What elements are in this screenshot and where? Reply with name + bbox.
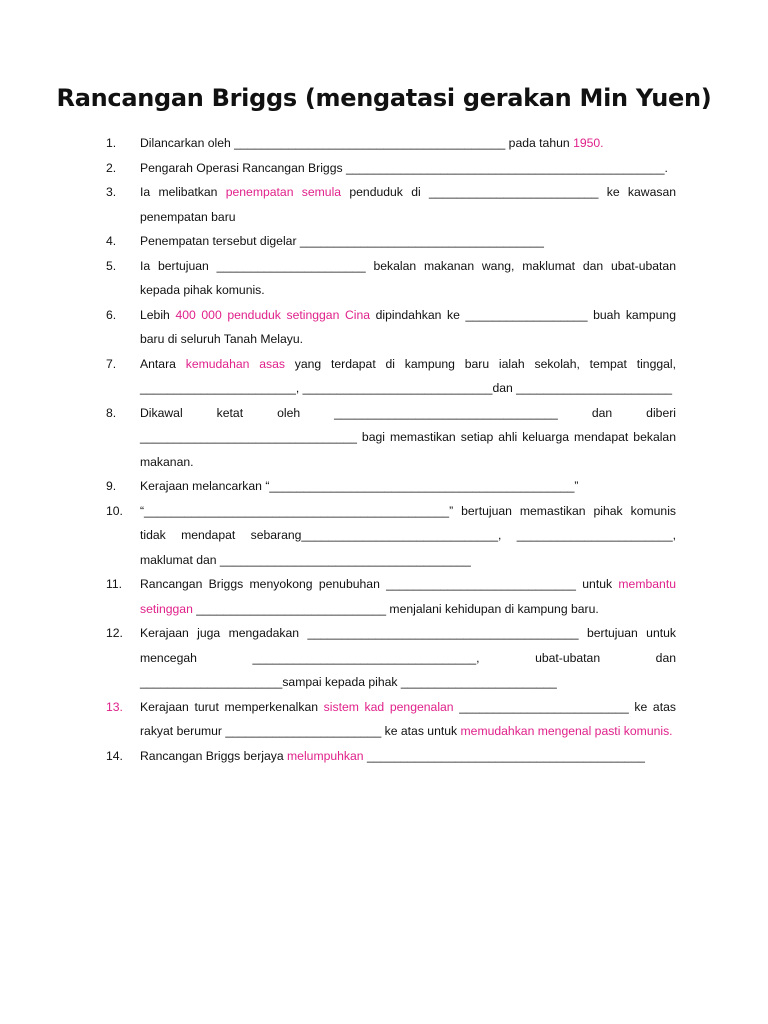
- question-text-segment: Kerajaan melancarkan “_____________________________________________”: [140, 479, 579, 493]
- question-item: [106, 254, 676, 303]
- question-text-segment: Ia bertujuan ______________________ bekalan makanan wang, maklumat dan ubat-ubatan kepada pihak komunis.: [140, 258, 676, 297]
- question-text-segment: Pengarah Operasi Rancangan Briggs _______________________________________________.: [140, 160, 668, 175]
- question-item: [106, 352, 676, 401]
- question-item: [106, 572, 676, 621]
- question-number: 3.: [106, 185, 117, 199]
- question-text-segment: Dikawal ketat oleh _________________________________ dan diberi ________________________________ bagi memastikan setiap ahli keluarga mendapat bekalan makanan.: [140, 405, 676, 469]
- question-number: 1.: [106, 136, 117, 150]
- highlighted-text: memudahkan mengenal pasti komunis.: [460, 724, 673, 738]
- question-number: 13.: [106, 699, 123, 714]
- question-number: 11.: [106, 577, 123, 591]
- question-text: [140, 474, 676, 499]
- highlighted-text: membantu setinggan: [140, 577, 676, 616]
- highlighted-text: kemudahan asas: [185, 356, 285, 371]
- question-item: [106, 499, 676, 573]
- question-item: [106, 695, 676, 744]
- question-number: 5.: [106, 258, 117, 273]
- question-number: 6.: [106, 307, 117, 322]
- question-number: 12.: [106, 626, 123, 640]
- question-item: [106, 621, 676, 695]
- question-text-segment: Dilancarkan oleh ________________________________________ pada tahun: [140, 136, 574, 150]
- highlighted-text: sistem kad pengenalan: [323, 699, 454, 714]
- question-number: 4.: [106, 234, 117, 248]
- question-text-segment: ____________________________ menjalani kehidupan di kampung baru.: [192, 601, 599, 616]
- question-item: [106, 156, 676, 181]
- question-item: [106, 474, 676, 499]
- question-item: [106, 744, 676, 769]
- question-number: 14.: [106, 748, 123, 763]
- question-number: 9.: [106, 479, 117, 493]
- question-text: [140, 180, 676, 229]
- question-text: [140, 303, 676, 352]
- highlighted-text: melumpuhkan: [287, 748, 364, 763]
- question-text-segment: yang terdapat di kampung baru ialah sekolah, tempat tinggal, _______________________, ____________________________dan _______________________: [140, 356, 677, 395]
- question-number: 8.: [106, 405, 117, 420]
- highlighted-text: penempatan semula: [225, 185, 342, 199]
- question-text-segment: Rancangan Briggs berjaya: [140, 748, 288, 763]
- question-text-segment: “_____________________________________________” bertujuan memastikan pihak komunis tidak mendapat sebarang_____________________________, _______________________, maklumat dan _____________________________________: [140, 503, 676, 567]
- question-text-segment: _________________________ ke atas rakyat berumur _______________________ ke atas untuk: [140, 699, 676, 738]
- question-text-segment: Rancangan Briggs menyokong penubuhan ____________________________ untuk: [140, 577, 619, 591]
- highlighted-text: 1950.: [573, 136, 604, 150]
- question-number: 10.: [106, 503, 123, 518]
- question-list: [106, 131, 676, 768]
- question-item: [106, 401, 676, 475]
- question-item: [106, 229, 676, 254]
- question-text: [140, 352, 676, 401]
- highlighted-text: 400 000 penduduk setinggan Cina: [175, 307, 371, 322]
- question-text-segment: Kerajaan juga mengadakan ________________________________________ bertujuan untuk mencegah _________________________________, ubat-ubatan dan _____________________sampai kepada pihak _______________________: [140, 626, 676, 689]
- question-text: [140, 621, 676, 695]
- question-text: [140, 131, 676, 156]
- question-text: [140, 499, 676, 573]
- question-number: 7.: [106, 356, 117, 371]
- question-text-segment: Penempatan tersebut digelar ____________________________________: [140, 234, 544, 248]
- question-text: [140, 254, 676, 303]
- question-text: [140, 229, 676, 254]
- question-text-segment: Ia melibatkan: [140, 185, 226, 199]
- question-text-segment: penduduk di _________________________ ke kawasan penempatan baru: [140, 185, 677, 224]
- question-item: [106, 303, 676, 352]
- question-text-segment: Kerajaan turut memperkenalkan: [140, 699, 324, 714]
- question-text-segment: Antara: [140, 356, 186, 371]
- question-text-segment: _________________________________________: [363, 748, 645, 763]
- question-text-segment: Lebih: [140, 307, 176, 322]
- question-number: 2.: [106, 160, 117, 175]
- question-text: [140, 695, 676, 744]
- page-title: Rancangan Briggs (mengatasi gerakan Min Yuen): [56, 84, 712, 112]
- question-text: [140, 156, 676, 181]
- question-text: [140, 401, 676, 475]
- question-item: [106, 180, 676, 229]
- question-text: [140, 572, 676, 621]
- question-item: [106, 131, 676, 156]
- question-text-segment: dipindahkan ke __________________ buah kampung baru di seluruh Tanah Melayu.: [140, 307, 676, 346]
- question-text: [140, 744, 676, 769]
